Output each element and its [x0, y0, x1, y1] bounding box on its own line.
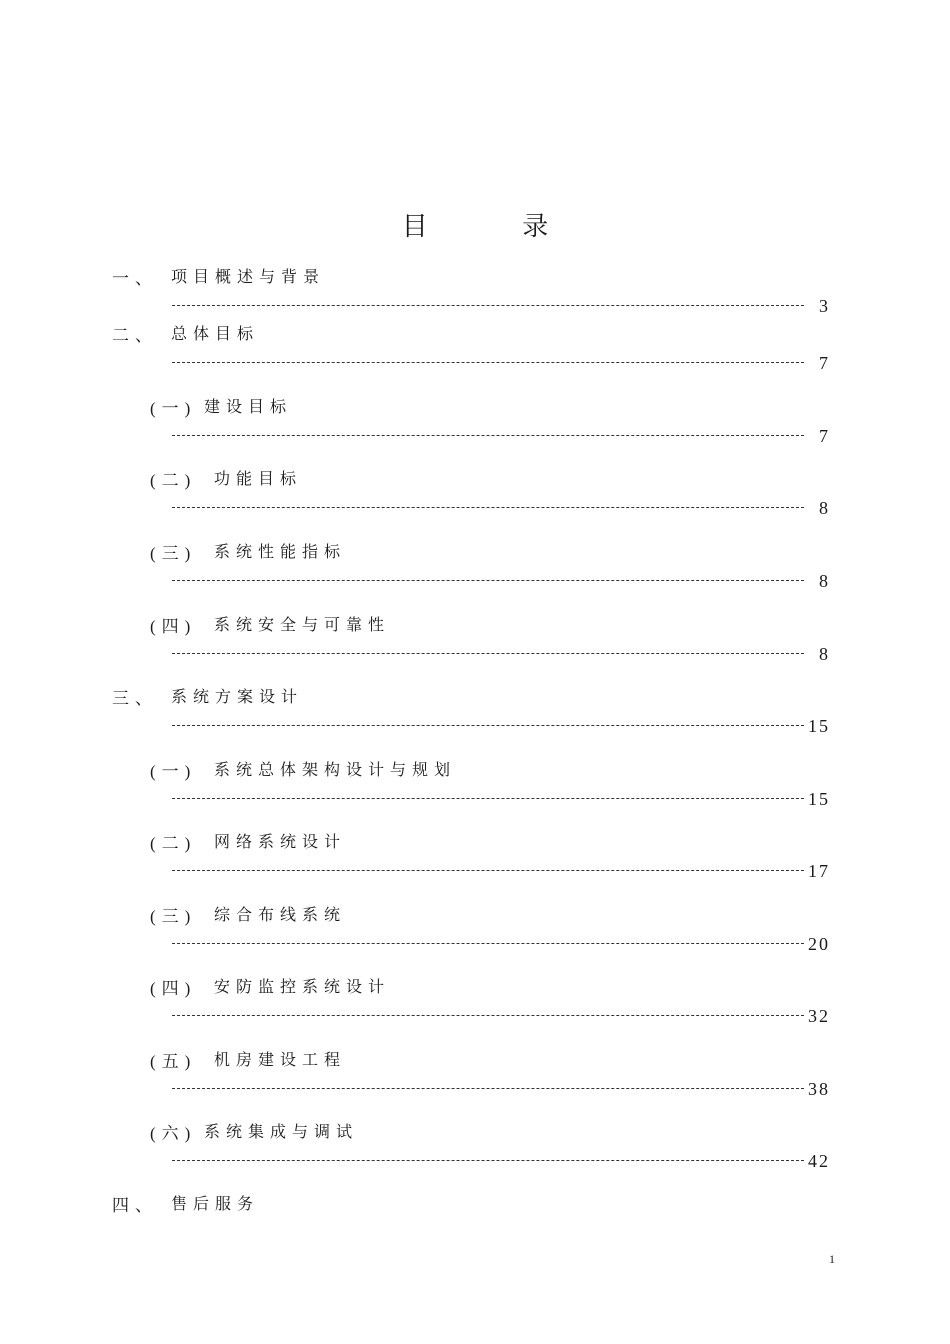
entry-label: 建设目标 [204, 399, 293, 416]
toc-entry[interactable] [0, 902, 950, 974]
entry-number: (六) [150, 1124, 197, 1143]
entry-page-number: 3 [819, 296, 830, 316]
toc-entry[interactable] [0, 1047, 950, 1119]
entry-label: 网络系统设计 [214, 834, 347, 851]
entry-number: (四) [150, 617, 197, 636]
entry-number: (四) [150, 979, 197, 998]
entry-page-number: 32 [808, 1006, 830, 1026]
entry-number: (二) [150, 834, 197, 853]
leader-dashes [172, 1088, 804, 1089]
entry-page-number: 8 [819, 644, 830, 664]
leader-dashes [172, 798, 804, 799]
entry-number: (三) [150, 907, 197, 926]
toc-entry[interactable] [0, 757, 950, 829]
toc-entry[interactable] [0, 466, 950, 538]
entry-leader [172, 714, 830, 738]
entry-number: 三、 [112, 689, 158, 708]
entry-page-number: 7 [819, 426, 830, 446]
entry-page-number: 20 [808, 934, 830, 954]
toc-entry[interactable] [0, 829, 950, 901]
entry-label: 功能目标 [214, 471, 303, 488]
entry-leader [172, 496, 830, 520]
leader-dashes [172, 943, 804, 944]
footer-page-number: 1 [829, 1252, 835, 1266]
leader-dashes [172, 725, 804, 726]
entry-number: 一、 [112, 269, 158, 288]
entry-leader [172, 294, 830, 318]
entry-leader [172, 859, 830, 883]
entry-label: 系统总体架构设计与规划 [214, 762, 457, 779]
entry-number: (三) [150, 544, 197, 563]
toc-entry[interactable] [0, 321, 950, 393]
entry-label: 系统方案设计 [171, 689, 304, 706]
toc-entry[interactable] [0, 539, 950, 611]
toc-entry[interactable] [0, 1119, 950, 1191]
entry-page-number: 42 [808, 1151, 830, 1171]
entry-label: 综合布线系统 [214, 907, 347, 924]
entry-label: 售后服务 [171, 1196, 260, 1213]
toc-entry[interactable] [0, 684, 950, 756]
entry-label: 机房建设工程 [214, 1052, 347, 1069]
entry-number: (五) [150, 1052, 197, 1071]
entry-label: 安防监控系统设计 [214, 979, 391, 996]
toc-entry[interactable] [0, 1191, 950, 1263]
toc-entry[interactable] [0, 612, 950, 684]
entry-leader [172, 1149, 830, 1173]
entry-label: 总体目标 [171, 326, 260, 343]
leader-dashes [172, 507, 804, 508]
leader-dashes [172, 653, 804, 654]
entry-leader [172, 1004, 830, 1028]
leader-dashes [172, 580, 804, 581]
entry-leader [172, 424, 830, 448]
leader-dashes [172, 305, 804, 306]
leader-dashes [172, 1160, 804, 1161]
entry-label: 项目概述与背景 [171, 269, 326, 286]
entry-number: 二、 [112, 326, 158, 345]
entry-leader [172, 1077, 830, 1101]
entry-leader [172, 351, 830, 375]
entry-page-number: 15 [808, 789, 830, 809]
entry-number: (一) [150, 399, 197, 418]
leader-dashes [172, 362, 804, 363]
toc-entry[interactable] [0, 394, 950, 466]
entry-leader [172, 787, 830, 811]
entry-leader [172, 569, 830, 593]
entry-page-number: 7 [819, 353, 830, 373]
entry-leader [172, 642, 830, 666]
entry-page-number: 38 [808, 1079, 830, 1099]
entry-leader [172, 932, 830, 956]
leader-dashes [172, 435, 804, 436]
leader-dashes [172, 870, 804, 871]
entry-number: (一) [150, 762, 197, 781]
entry-number: (二) [150, 471, 197, 490]
entry-number: 四、 [112, 1196, 158, 1215]
entry-label: 系统集成与调试 [204, 1124, 359, 1141]
entry-page-number: 8 [819, 571, 830, 591]
page-title: 目 录 [401, 212, 593, 241]
entry-page-number: 8 [819, 498, 830, 518]
toc-entry[interactable] [0, 974, 950, 1046]
entry-label: 系统安全与可靠性 [214, 617, 391, 634]
entry-page-number: 17 [808, 861, 830, 881]
leader-dashes [172, 1015, 804, 1016]
entry-label: 系统性能指标 [214, 544, 347, 561]
entry-page-number: 15 [808, 716, 830, 736]
